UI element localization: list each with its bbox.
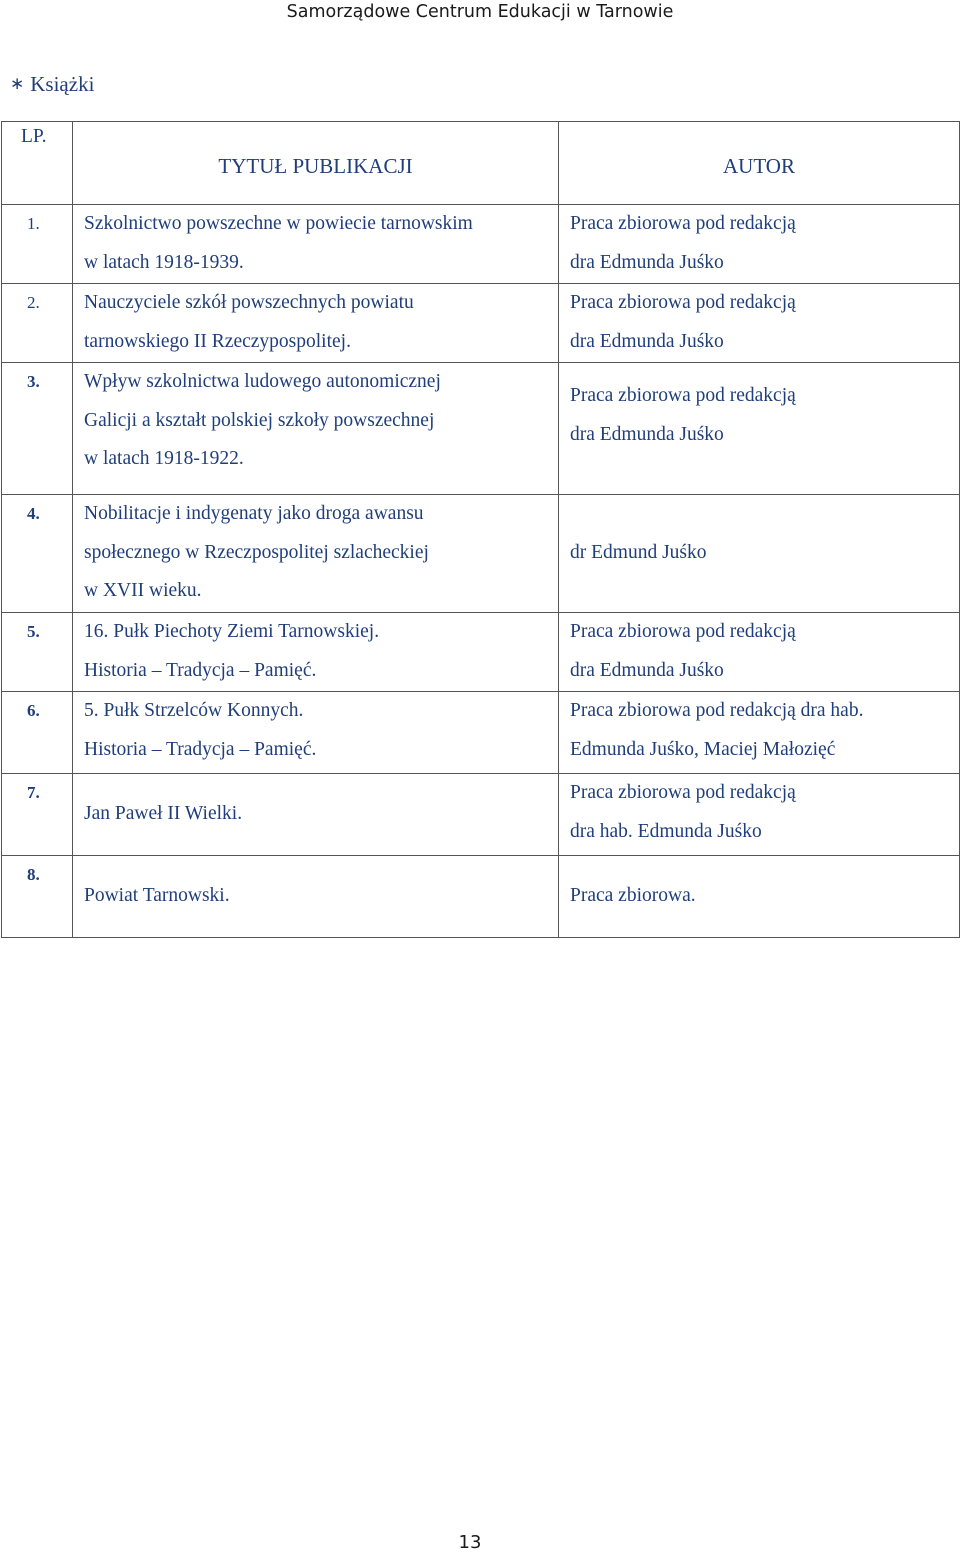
table-row [2, 205, 960, 284]
row-number: 4. [2, 495, 73, 613]
column-header-lp: LP. [2, 122, 73, 205]
page-header: Samorządowe Centrum Edukacji w Tarnowie [286, 2, 674, 22]
title-line: 16. Pułk Piechoty Ziemi Tarnowskiej. [84, 621, 380, 642]
author-line: dra Edmunda Juśko [570, 423, 724, 445]
table-row [2, 284, 960, 363]
column-header-title: TYTUŁ PUBLIKACJI [73, 122, 559, 205]
table-row [2, 613, 960, 692]
row-number: 7. [2, 774, 73, 856]
row-number: 8. [2, 856, 73, 938]
title-line: Szkolnictwo powszechne w powiecie tarnowskim [84, 213, 473, 234]
publication-author [559, 774, 960, 856]
author-line: Praca zbiorowa. [570, 885, 696, 907]
author-line: Praca zbiorowa pod redakcją [570, 292, 796, 313]
title-line: Historia – Tradycja – Pamięć. [84, 738, 317, 760]
title-line: w latach 1918-1939. [84, 251, 244, 273]
publication-author [559, 205, 960, 284]
author-line: dr Edmund Juśko [570, 542, 707, 564]
publication-author [559, 613, 960, 692]
title-line: Historia – Tradycja – Pamięć. [84, 659, 317, 681]
table-header-row [2, 122, 960, 205]
section-heading [10, 72, 94, 97]
author-line: Praca zbiorowa pod redakcją [570, 385, 796, 406]
table-row [2, 363, 960, 495]
publication-author [559, 856, 960, 938]
publication-title [73, 284, 559, 363]
table-row [2, 495, 960, 613]
row-number: 6. [2, 692, 73, 774]
row-number: 5. [2, 613, 73, 692]
row-number: 3. [2, 363, 73, 495]
publication-title [73, 205, 559, 284]
publication-author [559, 495, 960, 613]
author-line: Edmunda Juśko, Maciej Małozięć [570, 738, 836, 760]
author-line: dra Edmunda Juśko [570, 330, 724, 352]
author-line: Praca zbiorowa pod redakcją [570, 621, 796, 642]
table-row [2, 774, 960, 856]
title-line: Powiat Tarnowski. [84, 885, 230, 907]
author-line: Praca zbiorowa pod redakcją [570, 213, 796, 234]
asterisk-bullet-icon: ∗ [10, 74, 25, 94]
publication-author [559, 692, 960, 774]
publications-table [1, 121, 960, 938]
title-line: w XVII wieku. [84, 580, 202, 601]
publication-title [73, 613, 559, 692]
title-line: Nobilitacje i indygenaty jako droga awansu [84, 503, 424, 524]
title-line: w latach 1918-1922. [84, 448, 244, 469]
publication-author [559, 284, 960, 363]
title-line: Nauczyciele szkół powszechnych powiatu [84, 292, 414, 313]
title-line: Jan Paweł II Wielki. [84, 803, 243, 825]
publication-author [559, 363, 960, 495]
author-line: Praca zbiorowa pod redakcją [570, 782, 796, 803]
title-line: Galicji a kształt polskiej szkoły powszechnej [84, 409, 435, 431]
publication-title [73, 774, 559, 856]
author-line: dra Edmunda Juśko [570, 251, 724, 273]
column-header-author: AUTOR [559, 122, 960, 205]
author-line: dra Edmunda Juśko [570, 659, 724, 681]
author-line: Praca zbiorowa pod redakcją dra hab. [570, 700, 864, 721]
section-title: Książki [30, 72, 95, 96]
author-line: dra hab. Edmunda Juśko [570, 820, 762, 842]
table-row [2, 856, 960, 938]
publication-title [73, 856, 559, 938]
title-line: tarnowskiego II Rzeczypospolitej. [84, 330, 351, 352]
row-number: 2. [2, 284, 73, 363]
table-row [2, 692, 960, 774]
title-line: 5. Pułk Strzelców Konnych. [84, 700, 304, 721]
page-number: 13 [458, 1532, 482, 1553]
title-line: społecznego w Rzeczpospolitej szlacheckiej [84, 541, 429, 563]
row-number: 1. [2, 205, 73, 284]
publication-title [73, 495, 559, 613]
title-line: Wpływ szkolnictwa ludowego autonomicznej [84, 371, 441, 392]
publication-title [73, 692, 559, 774]
publication-title [73, 363, 559, 495]
